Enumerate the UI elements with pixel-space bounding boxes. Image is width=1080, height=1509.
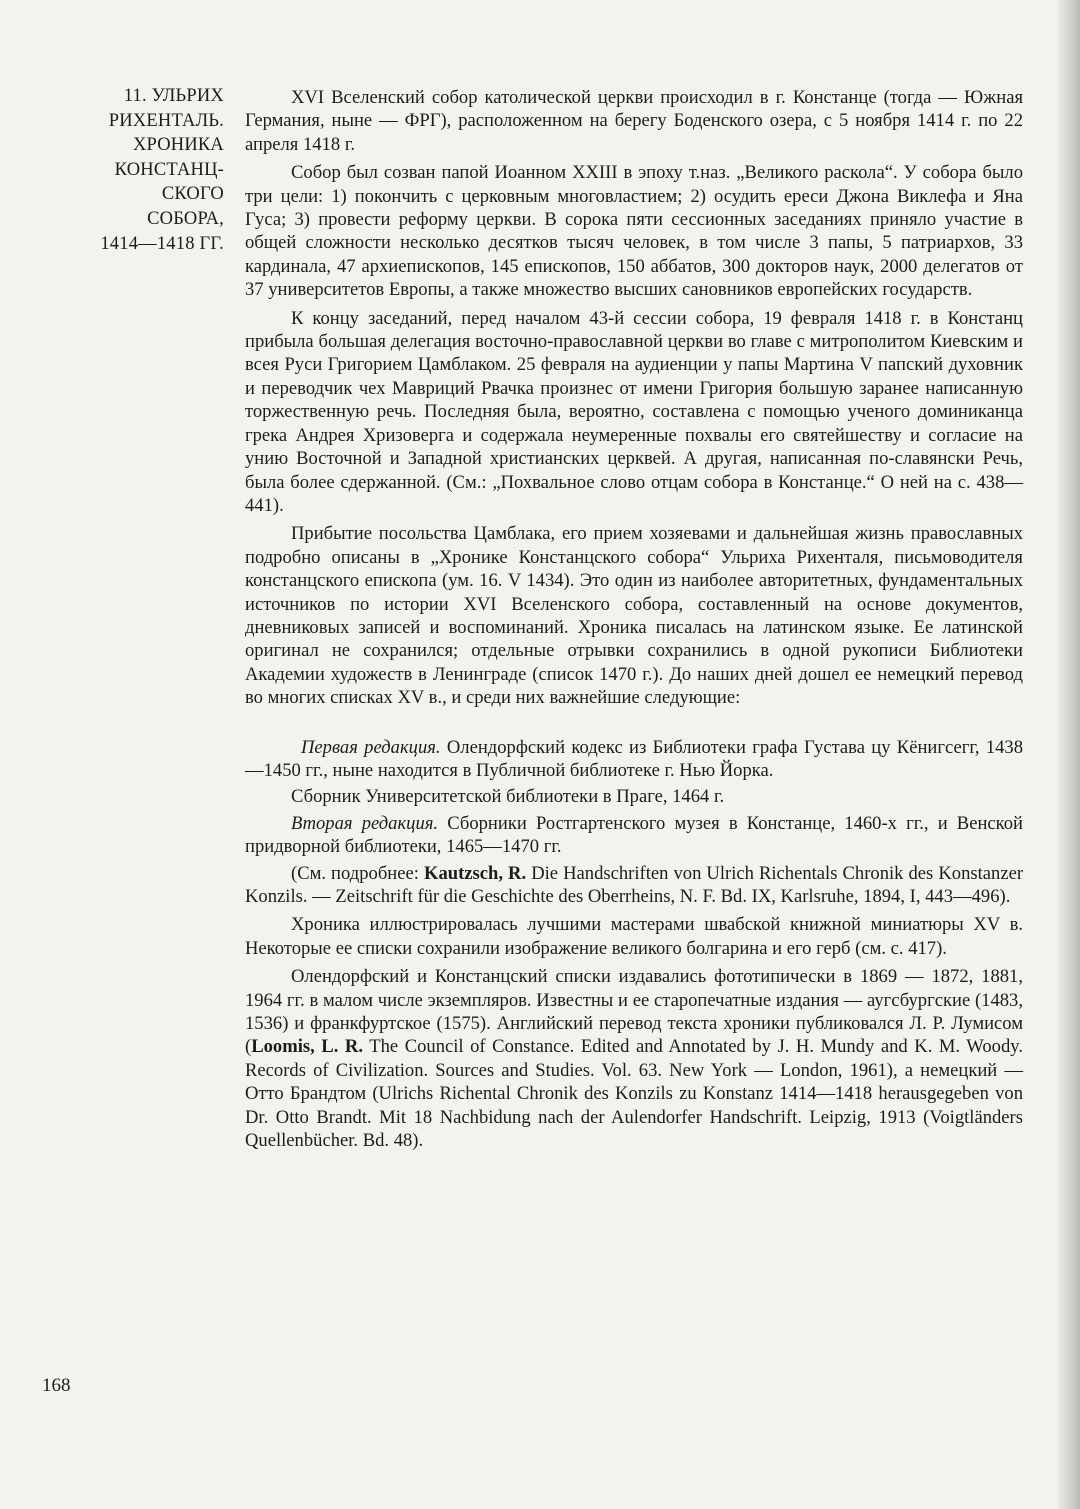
edition-label: Вторая редакция. <box>291 812 439 834</box>
editions-text-start: Олендорфский и Констанцский списки издавались фототипически в 1869 — 1872, 1881, 1964 гг. в малом числе экземпляров. Известны и ее старопечатные издания — аугсбургские (1483, 1536) и франкфуртское (1575). Английский перевод текста хроники публиковался Л. Р. Лумисом ( <box>245 966 1023 1058</box>
reference-prefix: (См. подробнее: <box>291 862 419 884</box>
heading-line: ХРОНИКА <box>132 135 224 156</box>
heading-line: КОНСТАНЦ- <box>114 159 224 180</box>
edition-text: Олендорфский кодекс из Библиотеки графа Густава цу Кёнигсегг, 1438—1450 гг., ныне находится в Публичной библиотеке г. Нью Йорка. <box>245 736 1024 781</box>
edition-first <box>245 736 1023 783</box>
edition-text: Сборники Ростгартенского музея в Констанце, 1460-х гг., и Венской придворной библиотеки, 1465—1470 гг. <box>245 812 1024 858</box>
reference-author: Kautzsch, R. <box>423 862 527 884</box>
heading-line: СКОГО <box>161 184 224 205</box>
edition-label: Первая редакция. <box>301 736 441 758</box>
reference-kautzsch <box>245 862 1023 909</box>
paragraph-editions <box>245 965 1023 1152</box>
main-text <box>245 86 1023 1157</box>
heading-line: 11. УЛЬРИХ <box>123 86 224 106</box>
page-edge-shadow <box>1058 0 1080 1509</box>
paragraph-chronicle: Прибытие посольства Цамблака, его прием хозяевами и дальнейшая жизнь православных подробно описаны в „Хронике Констанцского собора“ Ульриха Рихенталя, письмоводителя констанцского епископа (ум. 16. V 1434). Это один из наиболее авторитетных, фундаментальных источников по истории XVI Вселенского собора, составленный на основе документов, дневниковых записей и воспоминаний. Хроника писалась на латинском языке. Ее латинской оригинал не сохранился; отдельные отрывки сохранились в одной рукописи Библиотеки Академии художеств в Ленинграде (список 1470 г.). До наших дней дошел ее немецкий перевод во многих списках XV в., и среди них важнейшие следующие: <box>245 523 1023 709</box>
edition-second <box>245 812 1023 859</box>
reference-author-loomis: Loomis, L. R. <box>251 1036 363 1058</box>
heading-line: СОБОРА, <box>147 208 224 229</box>
paragraph-illustrations: Хроника иллюстрировалась лучшими мастерами швабской книжной миниатюры XV в. Некоторые ее списки сохранили изображение великого болгарина и его герб (см. с. 417). <box>245 914 1023 959</box>
editions-text-end: The Council of Constance. Edited and Annotated by J. H. Mundy and K. M. Woody. Records of Civilization. Sources and Studies. Vol. 63. New York — London, 1961), а немецкий — Отто Брандтом (Ulrichs Richental Chronik des Konzils zu Konstanz 1414—1418 herausgegeben von Dr. Otto Brandt. Mit 18 Nachbidung nach der Aulendorfer Handschrift. Leipzig, 1913 (Voigtländers Quellenbücher. Bd. 48). <box>245 1036 1023 1152</box>
section-heading <box>58 84 224 256</box>
paragraph-council-goals: Собор был созван папой Иоанном XXIII в эпоху т.наз. „Великого раскола“. У собора было три цели: 1) покончить с церковным многовластием; 2) осудить ереси Джона Виклефа и Яна Гуса; 3) провести реформу церкви. В сорока пяти сессионных заседаниях приняло участие в общей сложности несколько десятков тысяч человек, в том числе 3 папы, 5 патриархов, 33 кардинала, 47 архиепископов, 145 епископов, 150 аббатов, 300 докторов наук, 2000 делегатов от 37 университетов Европы, а также множество высших сановников европейских государств. <box>245 162 1023 301</box>
page-number: 168 <box>42 1375 71 1396</box>
reference-title: Die Handschriften von Ulrich Richentals Chronik des Konstanzer Konzils. — Zeitschrift für die Geschichte des Oberrheins, N. F. Bd. IX, Karlsruhe, 1894, I, 443—496). <box>245 862 1024 907</box>
edition-prague: Сборник Университетской библиотеки в Праге, 1464 г. <box>291 786 725 808</box>
paragraph-council-dates: XVI Вселенский собор католической церкви происходил в г. Констанце (тогда — Южная Германия, ныне — ФРГ), расположенном на берегу Боденского озера, с 5 ноября 1414 г. по 22 апреля 1418 г. <box>245 87 1023 155</box>
paragraph-delegation: К концу заседаний, перед началом 43-й сессии собора, 19 февраля 1418 г. в Констанц прибыла большая делегация восточно-православной церкви во главе с митрополитом Киевским и всея Руси Григорием Цамблаком. 25 февраля на аудиенции у папы Мартина V папский духовник и переводчик чех Мавриций Рвачка произнес от имени Григория большую заранее написанную торжественную речь. Последняя была, вероятно, составлена с помощью ученого доминиканца грека Андрея Хризоверга и содержала неумеренные похвалы его святейшеству и согласие на унию Восточной и Западной христианских церквей. А другая, написанная по-славянски Речь, была более сдержанной. (См.: „Похвальное слово отцам собора в Констанце.“ О ней на с. 438—441). <box>245 307 1023 516</box>
heading-line: 1414—1418 ГГ. <box>100 233 224 254</box>
heading-line: РИХЕНТАЛЬ. <box>108 110 224 131</box>
